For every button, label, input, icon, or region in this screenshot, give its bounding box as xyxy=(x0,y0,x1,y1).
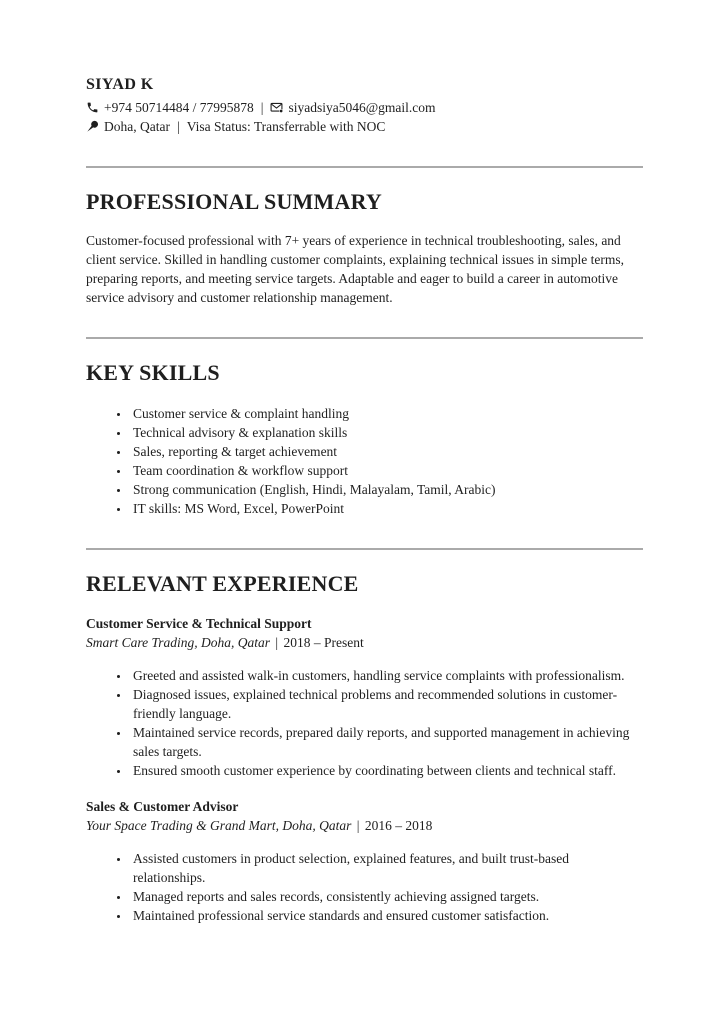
skill-item: • IT skills: MS Word, Excel, PowerPoint xyxy=(130,499,643,518)
job-bullet-list xyxy=(86,849,643,925)
job-meta xyxy=(86,816,643,835)
email-address: siyadsiya5046@gmail.com xyxy=(288,100,436,115)
section-divider xyxy=(86,548,643,550)
job-bullet: • Assisted customers in product selection, explained features, and built trust-based relationships. xyxy=(130,849,643,887)
skill-item: • Technical advisory & explanation skills xyxy=(130,423,643,442)
separator: | xyxy=(260,100,264,115)
section-professional-summary xyxy=(86,189,643,307)
job-bullet-list xyxy=(86,666,643,780)
skills-heading: KEY SKILLS xyxy=(86,360,220,385)
job-dates: 2018 – Present xyxy=(283,635,364,650)
email-icon xyxy=(270,101,283,114)
section-divider xyxy=(86,166,643,168)
job-bullet: • Maintained professional service standards and ensured customer satisfaction. xyxy=(130,906,643,925)
section-relevant-experience xyxy=(86,571,643,925)
job-entry xyxy=(86,615,643,780)
contact-line-location xyxy=(86,117,643,136)
skill-item: • Customer service & complaint handling xyxy=(130,404,643,423)
job-company: Your Space Trading & Grand Mart, Doha, Qatar xyxy=(86,818,352,833)
skills-list xyxy=(86,404,643,518)
section-divider xyxy=(86,337,643,339)
skill-item: • Team coordination & workflow support xyxy=(130,461,643,480)
location-pin-icon xyxy=(86,120,99,133)
job-entry xyxy=(86,798,643,925)
job-dates: 2016 – 2018 xyxy=(364,818,433,833)
resume-header xyxy=(86,76,643,136)
visa-status: Visa Status: Transferrable with NOC xyxy=(186,119,386,134)
separator: | xyxy=(356,818,360,833)
job-title: Sales & Customer Advisor xyxy=(86,799,239,814)
job-bullet: • Ensured smooth customer experience by coordinating between clients and technical staff. xyxy=(130,761,643,780)
experience-heading: RELEVANT EXPERIENCE xyxy=(86,571,359,596)
summary-text: Customer-focused professional with 7+ years of experience in technical troubleshooting, sales, and client service. Skilled in handling customer complaints, explaining technical issues in simple terms, preparing reports, and meeting service targets. Adaptable and eager to build a career in automotive service advisory and customer relationship management. xyxy=(86,233,625,305)
job-bullet: • Maintained service records, prepared daily reports, and supported management in achieving sales targets. xyxy=(130,723,643,761)
separator: | xyxy=(176,119,180,134)
skill-item: • Sales, reporting & target achievement xyxy=(130,442,643,461)
job-bullet: • Greeted and assisted walk-in customers, handling service complaints with professionalism. xyxy=(130,666,643,685)
skill-item: • Strong communication (English, Hindi, Malayalam, Tamil, Arabic) xyxy=(130,480,643,499)
separator: | xyxy=(275,635,279,650)
summary-heading: PROFESSIONAL SUMMARY xyxy=(86,189,382,214)
phone-number: +974 50714484 / 77995878 xyxy=(104,100,254,115)
job-title: Customer Service & Technical Support xyxy=(86,616,312,631)
job-meta xyxy=(86,633,643,652)
job-bullet: • Diagnosed issues, explained technical problems and recommended solutions in customer-friendly language. xyxy=(130,685,643,723)
job-company: Smart Care Trading, Doha, Qatar xyxy=(86,635,271,650)
contact-line-phone-email xyxy=(86,98,643,117)
section-key-skills xyxy=(86,360,643,518)
location-text: Doha, Qatar xyxy=(104,119,170,134)
candidate-name: SIYAD K xyxy=(86,76,154,93)
phone-icon xyxy=(86,101,99,114)
job-bullet: • Managed reports and sales records, consistently achieving assigned targets. xyxy=(130,887,643,906)
